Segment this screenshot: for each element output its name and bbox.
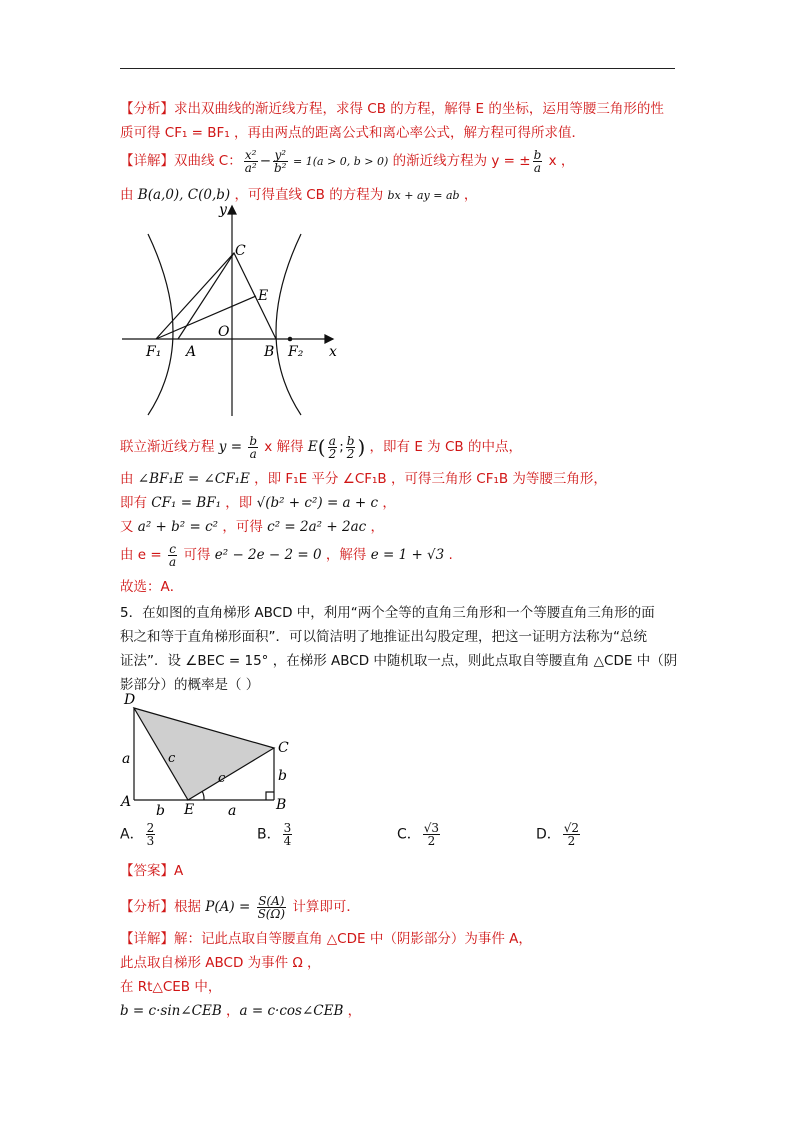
label-c: C xyxy=(235,243,246,259)
analysis1-text1: 求出双曲线的渐近线方程，求得 CB 的方程，解得 E 的坐标，运用等腰三角形的性 xyxy=(174,101,664,117)
option-c[interactable] xyxy=(397,822,442,847)
frac-den: 2 xyxy=(567,834,576,848)
frac-num: b xyxy=(346,433,355,448)
detail2-line4 xyxy=(120,1002,361,1020)
y-axis-arrow xyxy=(228,206,236,214)
analysis2-lhs: P(A) = xyxy=(205,899,255,915)
frac-den: 2 xyxy=(427,834,436,848)
frac-num: b xyxy=(249,433,258,448)
solve-l3-b: ，即 xyxy=(221,495,257,511)
solve-line5 xyxy=(120,542,453,568)
points-end: ， xyxy=(459,187,478,203)
points-text: ，可得直线 CB 的方程为 xyxy=(230,187,388,203)
label-e: E xyxy=(258,288,269,304)
solve-l3-a: 即有 xyxy=(120,495,152,511)
answer-value: A xyxy=(174,863,184,879)
label-side-a-left: a xyxy=(122,751,131,767)
label-f2: F₂ xyxy=(288,344,304,360)
f2-point xyxy=(288,337,293,342)
trapezoid-figure xyxy=(116,692,306,818)
curve-eq-tail: = 1(a > 0, b > 0) xyxy=(289,155,389,168)
label-side-b-bottom: b xyxy=(156,803,165,818)
option-key: B． xyxy=(257,826,281,843)
solve-l3-c: ， xyxy=(378,495,396,511)
answer-line xyxy=(120,862,183,880)
frac-num: x² xyxy=(244,147,257,162)
solve-l3-m2: √(b² + c²) = a + c xyxy=(256,495,379,511)
solve-line2 xyxy=(120,470,607,488)
analysis2-text-a: 根据 xyxy=(174,899,206,915)
detail2-l4-b: ， xyxy=(221,1003,240,1019)
label-x: x xyxy=(329,344,337,360)
solve-l1-a: 联立渐近线方程 xyxy=(120,439,219,455)
detail2-line3: 在 Rt△CEB 中， xyxy=(120,979,222,995)
frac-num: √2 xyxy=(563,821,580,835)
label-y: y xyxy=(219,202,227,218)
solve-line3 xyxy=(120,494,396,512)
frac-num: y² xyxy=(274,147,287,162)
solve-l2-m: ∠BF₁E = ∠CF₁E xyxy=(137,471,250,487)
solve-l5-b: 可得 xyxy=(179,547,215,563)
frac-num: b xyxy=(533,147,542,162)
option-key: C． xyxy=(397,826,421,843)
analysis2-text-b: 计算即可． xyxy=(288,899,360,915)
q5-line2: 积之和等于直角梯形面积”．可以简洁明了地推证出勾股定理，把这一证明方法称为“总统 xyxy=(120,629,647,645)
option-a[interactable] xyxy=(120,822,157,847)
cb-equation: bx + ay = ab xyxy=(387,189,460,202)
shaded-triangle-cde xyxy=(134,708,274,800)
label-o: O xyxy=(218,324,230,340)
choose-line: 故选：A． xyxy=(120,579,184,595)
solve-line1: 联立渐近线方程 y = $\frac{b}{a}$ x 解得 E( $\frac{a}{2}$ ; $\frac{b}{2}$ ) ，即有 E 为 CB 的中点， xyxy=(120,433,522,461)
label-c2: C xyxy=(278,740,289,756)
option-d[interactable] xyxy=(536,822,582,847)
header-rule xyxy=(120,68,675,69)
frac-num: S(A) xyxy=(258,893,285,908)
frac-den: 2 xyxy=(328,446,337,461)
asym-tail: x ， xyxy=(544,153,575,169)
angle-bec-arc xyxy=(202,791,204,800)
label-a: A xyxy=(186,344,197,360)
points-prefix: 由 xyxy=(120,187,138,203)
label-side-a-bottom: a xyxy=(228,803,237,818)
label-f1: F₁ xyxy=(146,344,162,360)
label-side-b-right: b xyxy=(278,768,287,784)
q5-line4: 影部分）的概率是（ ） xyxy=(120,677,260,693)
analysis1-line2: 质可得 CF₁ = BF₁ ，再由两点的距离公式和离心率公式，解方程可得所求值． xyxy=(120,125,586,141)
asym-text: 的渐近线方程为 y = ± xyxy=(388,153,531,169)
analysis1-line1 xyxy=(120,100,664,118)
frac-num: √3 xyxy=(423,821,440,835)
frac-den: S(Ω) xyxy=(257,906,286,921)
frac-den: 3 xyxy=(146,834,155,848)
detail1-line1: 【详解】双曲线 C： $\frac{\text{x²}}{\text{a²}}$ − $\frac{\text{y²}}{\text{b²}}$ = 1(a > 0, b > 0) 的渐近线方程为 y = ± $\frac{b}{a}$ x ， xyxy=(120,147,575,175)
label-e2: E xyxy=(184,802,195,818)
x-axis-arrow xyxy=(325,335,333,343)
option-b[interactable] xyxy=(257,822,294,847)
frac-den: 4 xyxy=(283,834,292,848)
label-b2: B xyxy=(276,797,287,813)
right-angle-mark xyxy=(266,792,274,800)
right-branch xyxy=(276,234,301,415)
option-key: D． xyxy=(536,826,561,843)
label-a2: A xyxy=(121,794,132,810)
solve-line4 xyxy=(120,518,384,536)
solve-l5-a: 由 e = xyxy=(120,547,166,563)
analysis2-line xyxy=(120,892,360,922)
frac-num: a xyxy=(328,433,336,448)
curve-label: 双曲线 C： xyxy=(174,153,242,169)
solve-l4-b: ，可得 xyxy=(218,519,268,535)
solve-point-e: E xyxy=(307,439,318,455)
analysis1-tag: 【分析】 xyxy=(120,101,174,117)
solve-l4-m: a² + b² = c² xyxy=(137,519,219,535)
label-side-c1: c xyxy=(168,751,176,766)
q5-line1: 5．在如图的直角梯形 ABCD 中，利用“两个全等的直角三角形和一个等腰直角三角形的面 xyxy=(120,605,655,621)
solve-l4-c: ， xyxy=(366,519,384,535)
detail2-line2: 此点取自梯形 ABCD 为事件 Ω ， xyxy=(120,955,321,971)
solve-l5-m2: e = 1 + √3 xyxy=(370,547,445,563)
label-side-c2: c xyxy=(218,771,226,786)
label-b: B xyxy=(264,344,275,360)
frac-num: 2 xyxy=(146,821,155,835)
option-key: A． xyxy=(120,826,144,843)
solve-l4-m2: c² = 2a² + 2ac xyxy=(267,519,367,535)
answer-tag: 【答案】 xyxy=(120,863,174,879)
frac-den: 2 xyxy=(346,446,355,461)
solve-l5-m: e² − 2e − 2 = 0 xyxy=(214,547,322,563)
solve-l1-c: x 解得 xyxy=(260,439,308,455)
q5-line3: 证法”．设 ∠BEC = 15° ，在梯形 ABCD 中随机取一点，则此点取自等腰直角 △CDE 中（阴 xyxy=(120,653,678,669)
solve-l5-c: ，解得 xyxy=(321,547,371,563)
solve-l3-m: CF₁ = BF₁ xyxy=(151,495,221,511)
hyperbola-figure xyxy=(118,200,348,420)
solve-l1-d: ，即有 E 为 CB 的中点， xyxy=(365,439,522,455)
frac-den: a xyxy=(533,160,542,175)
frac-den: a² xyxy=(244,160,257,175)
solve-l2-b: ，即 F₁E 平分 ∠CF₁B ，可得三角形 CF₁B 为等腰三角形， xyxy=(249,471,607,487)
detail2-l4-m2: a = c·cos∠CEB xyxy=(239,1003,344,1019)
analysis2-tag: 【分析】 xyxy=(120,899,174,915)
detail1-tag: 【详解】 xyxy=(120,153,174,169)
solve-l4-a: 又 xyxy=(120,519,138,535)
solve-l5-d: . xyxy=(444,547,453,563)
solve-l1-b: y = xyxy=(218,439,247,455)
detail2-l4-c: ， xyxy=(343,1003,362,1019)
frac-den: a xyxy=(169,554,177,569)
frac-num: c xyxy=(169,541,176,556)
solve-l2-a: 由 xyxy=(120,471,138,487)
frac-den: a xyxy=(249,446,257,461)
frac-num: 3 xyxy=(283,821,292,835)
detail2-line1: 【详解】解：记此点取自等腰直角 △CDE 中（阴影部分）为事件 A， xyxy=(120,931,532,947)
frac-den: b² xyxy=(274,160,287,175)
points-math: B(a,0), C(0,b) xyxy=(137,187,231,203)
label-d: D xyxy=(124,692,136,708)
detail2-l4-m: b = c·sin∠CEB xyxy=(120,1003,222,1019)
